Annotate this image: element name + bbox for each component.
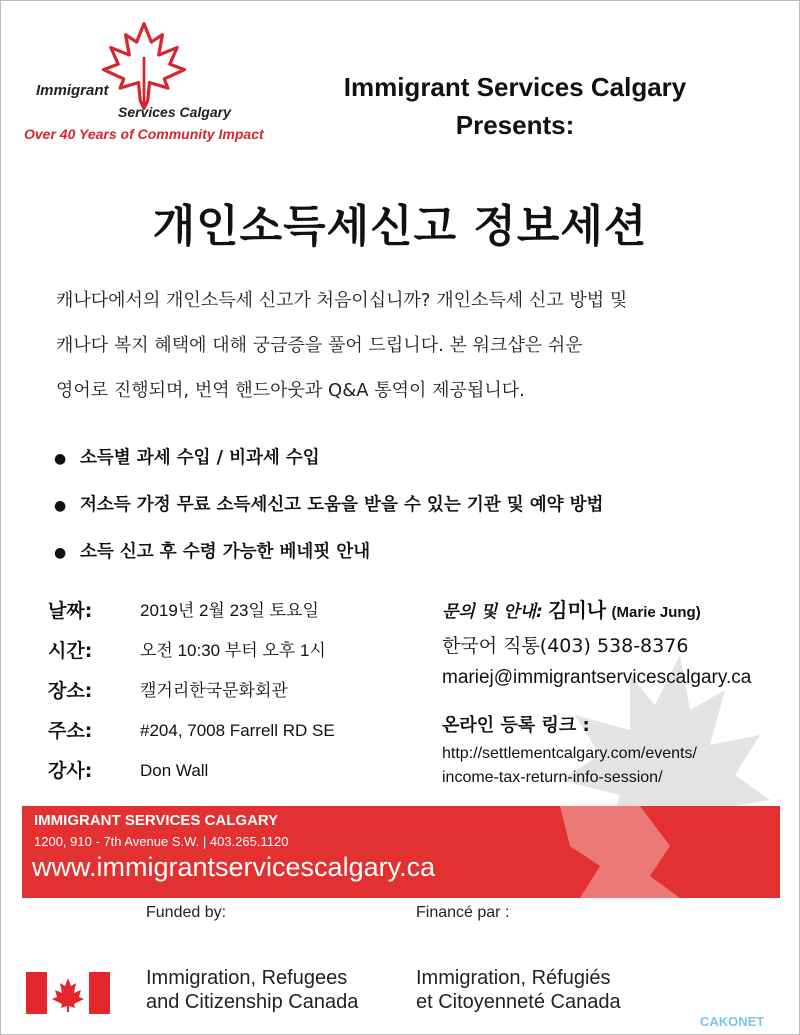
finance-par-label: Financé par :	[416, 904, 510, 921]
topic-text: 소득별 과세 수입 / 비과세 수입	[80, 448, 320, 468]
topic-item	[54, 490, 774, 537]
canada-flag-icon	[26, 972, 110, 1014]
logo-text-immigrant: Immigrant	[36, 82, 109, 99]
presents-label: Presents:	[455, 110, 575, 140]
footer-address: 1200, 910 - 7th Avenue S.W. | 403.265.1120	[34, 834, 289, 849]
contact-name: 김미나	[548, 598, 607, 622]
detail-date	[48, 596, 408, 626]
intro-line: 캐나다 복지 혜택에 대해 궁금증을 풀어 드립니다. 본 워크샵은 쉬운	[56, 335, 583, 356]
topic-item	[54, 537, 774, 584]
intro-paragraph	[56, 284, 776, 419]
site-watermark: CAKONET	[700, 1014, 765, 1029]
department-line: et Citoyenneté Canada	[416, 991, 621, 1013]
detail-label: 날짜:	[48, 600, 93, 622]
registration-link[interactable]: http://settlementcalgary.com/events/	[442, 745, 697, 762]
registration-label: 온라인 등록 링크 :	[442, 715, 590, 736]
topic-item	[54, 443, 774, 490]
maple-leaf-icon	[98, 20, 190, 112]
topic-text: 저소득 가정 무료 소득세신고 도움을 받을 수 있는 기관 및 예약 방법	[80, 495, 604, 515]
detail-label: 시간:	[48, 640, 93, 662]
presenter-heading	[300, 68, 730, 144]
topic-text: 소득 신고 후 수령 가능한 베네핏 안내	[80, 542, 371, 562]
department-line: Immigration, Réfugiés	[416, 967, 611, 989]
detail-venue	[48, 676, 408, 706]
detail-label: 강사:	[48, 760, 93, 782]
bullet-icon: ●	[54, 451, 67, 467]
detail-address	[48, 716, 408, 746]
contact-email-link[interactable]: mariej@immigrantservicescalgary.ca	[442, 667, 752, 688]
detail-label: 주소:	[48, 720, 93, 742]
contact-heading	[442, 595, 782, 628]
detail-value: 오전 10:30 부터 오후 1시	[140, 641, 326, 660]
footer-website-link[interactable]: www.immigrantservicescalgary.ca	[32, 852, 436, 882]
registration-link[interactable]: income-tax-return-info-session/	[442, 769, 663, 786]
logo-text-services-calgary: Services Calgary	[118, 104, 231, 120]
funded-by-label: Funded by:	[146, 904, 227, 921]
department-name-english	[146, 966, 358, 1014]
bullet-icon: ●	[54, 545, 67, 561]
presenter-name: Immigrant Services Calgary	[343, 72, 687, 102]
contact-phone: 한국어 직통(403) 538-8376	[442, 635, 689, 657]
bullet-icon: ●	[54, 498, 67, 514]
intro-line: 영어로 진행되며, 번역 핸드아웃과 Q&A 통역이 제공됩니다.	[56, 380, 525, 401]
department-name-french	[416, 966, 621, 1014]
detail-value: 캘거리한국문화회관	[140, 681, 288, 700]
detail-value: Don Wall	[140, 761, 209, 780]
detail-value: #204, 7008 Farrell RD SE	[140, 721, 335, 740]
detail-value: 2019년 2월 23일 토요일	[140, 601, 319, 620]
footer-leaf-overlay-icon	[520, 806, 780, 898]
footer-org-name: IMMIGRANT SERVICES CALGARY	[34, 812, 279, 829]
detail-label: 장소:	[48, 680, 93, 702]
department-line: Immigration, Refugees	[146, 967, 348, 989]
contact-label: 문의 및 안내:	[442, 602, 543, 622]
contact-name-english: (Marie Jung)	[611, 604, 701, 621]
topic-list	[54, 443, 774, 584]
detail-time	[48, 636, 408, 666]
contact-block	[442, 595, 782, 786]
department-line: and Citizenship Canada	[146, 991, 359, 1013]
page-title: 개인소득세신고 정보세션	[152, 201, 648, 252]
detail-instructor	[48, 756, 408, 786]
logo-tagline: Over 40 Years of Community Impact	[24, 126, 264, 142]
intro-line: 캐나다에서의 개인소득세 신고가 처음이십니까? 개인소득세 신고 방법 및	[56, 290, 628, 311]
